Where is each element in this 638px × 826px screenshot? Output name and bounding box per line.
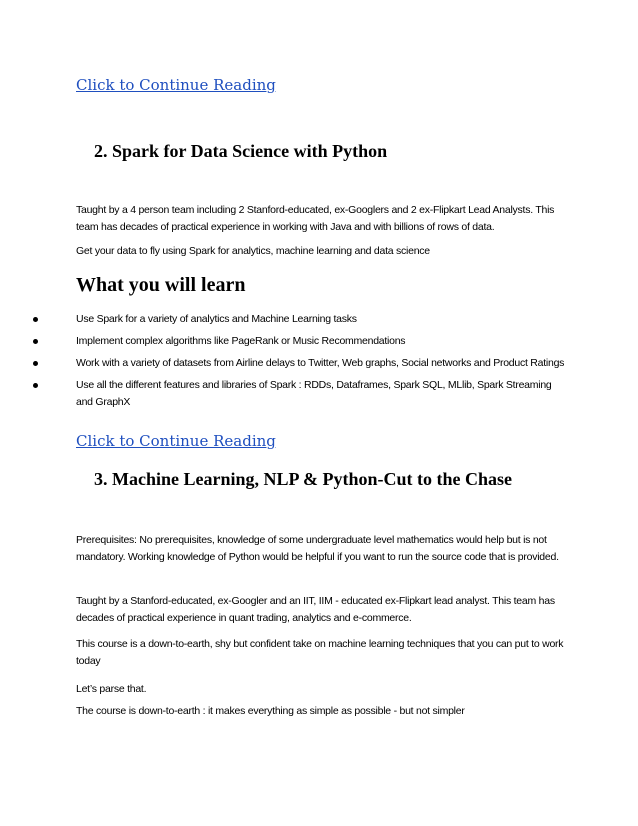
section-3-paragraph-1: Prerequisites: No prerequisites, knowledge of some undergraduate level mathematics would help but is not mandatory. Working knowledge of Python would be helpful if you want to run the source code that is provided. (76, 534, 559, 563)
list-item (0, 377, 566, 411)
section-2-paragraph-1: Taught by a 4 person team including 2 Stanford-educated, ex-Googlers and 2 ex-Flipkart Lead Analysts. This team has decades of practical experience in working with Java and with billions of rows of data. (76, 204, 555, 233)
list-item-text: Work with a variety of datasets from Airline delays to Twitter, Web graphs, Social networks and Product Ratings (76, 357, 565, 369)
section-3-paragraph-4: Let’s parse that. (76, 683, 147, 695)
section-3-paragraph-5: The course is down-to-earth : it makes everything as simple as possible - but not simpler (76, 705, 465, 717)
bullet-icon (33, 361, 38, 366)
continue-reading-link-1[interactable]: Click to Continue Reading (76, 76, 276, 94)
continue-reading-link-2[interactable]: Click to Continue Reading (76, 432, 276, 450)
bullet-icon (33, 383, 38, 388)
learn-list (0, 311, 566, 416)
list-item (0, 311, 566, 328)
section-3-paragraph-3: This course is a down-to-earth, shy but confident take on machine learning techniques that you can put to work today (76, 638, 564, 667)
section-3-heading: 3. Machine Learning, NLP & Python-Cut to the Chase (94, 469, 512, 489)
list-item (0, 333, 566, 350)
bullet-icon (33, 339, 38, 344)
list-item-text: Use all the different features and libraries of Spark : RDDs, Dataframes, Spark SQL, MLlib, Spark Streaming and GraphX (76, 379, 552, 408)
bullet-icon (33, 317, 38, 322)
what-you-will-learn-heading: What you will learn (76, 274, 246, 296)
section-2-paragraph-2: Get your data to fly using Spark for analytics, machine learning and data science (76, 245, 430, 257)
list-item-text: Use Spark for a variety of analytics and Machine Learning tasks (76, 313, 357, 325)
section-2-heading: 2. Spark for Data Science with Python (94, 141, 388, 161)
list-item (0, 355, 566, 372)
list-item-text: Implement complex algorithms like PageRank or Music Recommendations (76, 335, 406, 347)
section-3-paragraph-2: Taught by a Stanford-educated, ex-Googler and an IIT, IIM - educated ex-Flipkart lead analyst. This team has decades of practical experience in quant trading, analytics and e-commerce. (76, 595, 555, 624)
